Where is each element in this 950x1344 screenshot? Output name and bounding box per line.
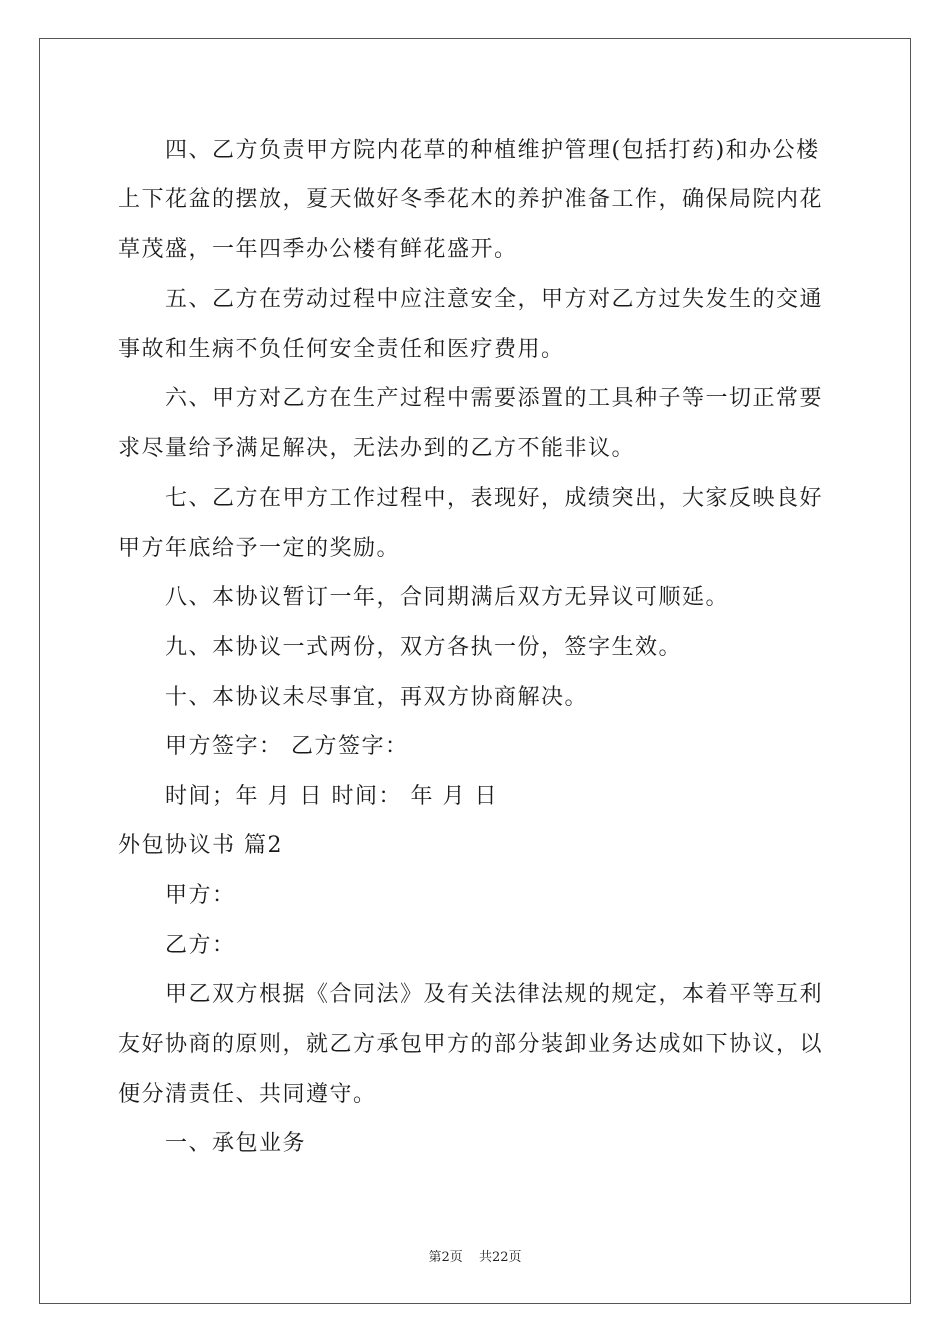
page-number: 第2页 [428, 1250, 463, 1265]
party-a-label: 甲方： [165, 883, 236, 908]
party-b-label: 乙方： [165, 933, 236, 958]
text-line: 求尽量给予满足解决，无法办到的乙方不能非议。 [118, 436, 636, 461]
text-line: 事故和生病不负任何安全责任和医疗费用。 [118, 337, 565, 362]
signature-line: 甲方签字： 乙方签字： [165, 734, 409, 759]
clause-heading: 一、承包业务 [165, 1131, 307, 1156]
text-line: 十、本协议未尽事宜，再双方协商解决。 [165, 685, 589, 710]
date-line: 时间；年 月 日 时间： 年 月 日 [165, 784, 498, 809]
section-heading: 外包协议书 篇2 [118, 833, 283, 858]
text-line: 草茂盛，一年四季办公楼有鲜花盛开。 [118, 237, 518, 262]
text-line: 甲乙双方根据《合同法》及有关法律法规的规定，本着平等互利 [165, 982, 824, 1007]
text-line: 四、乙方负责甲方院内花草的种植维护管理(包括打药)和办公楼 [165, 138, 820, 163]
text-line: 七、乙方在甲方工作过程中，表现好，成绩突出，大家反映良好 [165, 486, 824, 511]
page-footer [0, 1246, 950, 1265]
page-total: 共22页 [478, 1250, 522, 1265]
text-line: 上下花盆的摆放，夏天做好冬季花木的养护准备工作，确保局院内花 [118, 187, 824, 212]
text-line: 九、本协议一式两份，双方各执一份，签字生效。 [165, 635, 683, 660]
text-line: 八、本协议暂订一年，合同期满后双方无异议可顺延。 [165, 585, 730, 610]
text-line: 便分清责任、共同遵守。 [118, 1082, 377, 1107]
text-line: 友好协商的原则，就乙方承包甲方的部分装卸业务达成如下协议，以 [118, 1032, 824, 1057]
text-line: 六、甲方对乙方在生产过程中需要添置的工具种子等一切正常要 [165, 386, 824, 411]
text-line: 五、乙方在劳动过程中应注意安全，甲方对乙方过失发生的交通 [165, 287, 824, 312]
page-frame [39, 38, 911, 1304]
text-line: 甲方年底给予一定的奖励。 [118, 536, 401, 561]
